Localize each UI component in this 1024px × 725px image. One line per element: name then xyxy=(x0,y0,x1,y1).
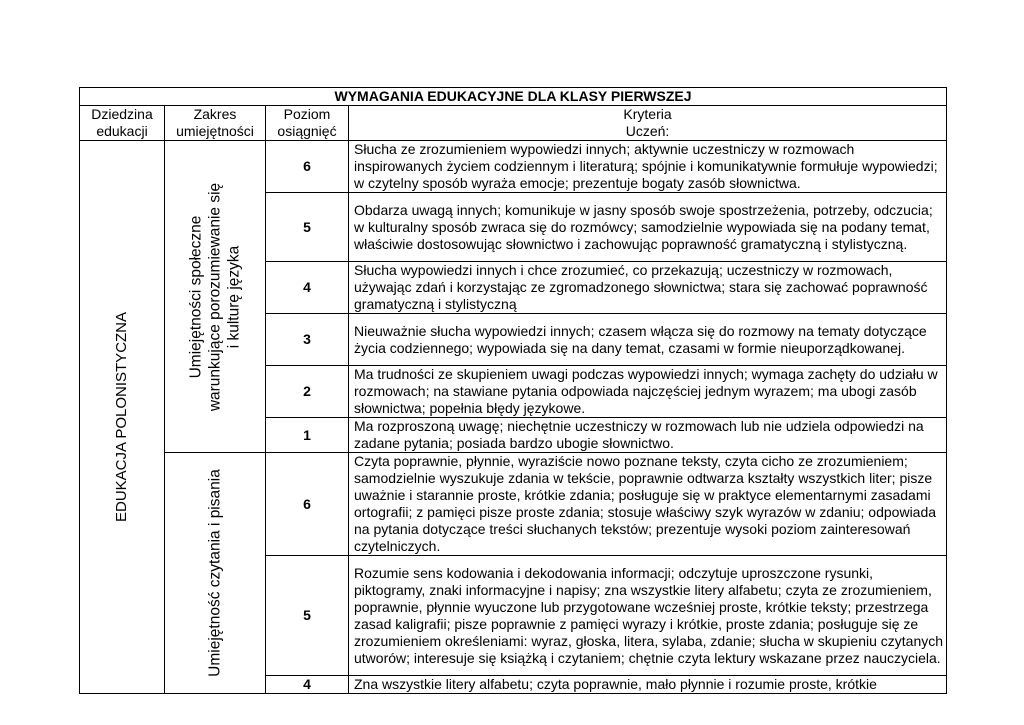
criteria-cell: Słucha ze zrozumieniem wypowiedzi innych; aktywnie uczestniczy w rozmowach inspirowanych życiem codziennym i literaturą; spójnie i komunikatywnie formułuje wypowiedzi; w czytelny sposób wyraża emocje; prezentuje bogaty zasób słownictwa. xyxy=(349,141,947,193)
header-domain-line2: edukacji xyxy=(96,123,148,139)
criteria-cell: Ma trudności ze skupieniem uwagi podczas wypowiedzi innych; wymaga zachęty do udziału w rozmowach; na stawiane pytania odpowiada najczęściej jednym wyrazem; ma ubogi zasób słownictwa; popełnia błędy językowe. xyxy=(349,366,947,418)
scope-1-line3: i kulturę języka xyxy=(225,245,243,348)
scope-1-line2: warunkujące porozumiewanie się xyxy=(206,182,224,411)
level-cell: 3 xyxy=(266,314,349,366)
domain-label: EDUKACJA POLONISTYCZNA xyxy=(113,311,130,523)
criteria-cell: Ma rozproszoną uwagę; niechętnie uczestniczy w rozmowach lub nie udziela odpowiedzi na zadane pytania; posiada bardzo ubogie słownictwo. xyxy=(349,418,947,453)
scope-label-1 xyxy=(187,182,244,410)
level-cell: 2 xyxy=(266,366,349,418)
level-cell: 6 xyxy=(266,453,349,556)
table-row xyxy=(80,141,947,193)
criteria-cell: Zna wszystkie litery alfabetu; czyta poprawnie, mało płynnie i rozumie proste, krótkie xyxy=(349,676,947,694)
header-criteria-line1: Kryteria xyxy=(623,106,672,122)
header-domain-line1: Dziedzina xyxy=(91,106,153,122)
level-cell: 4 xyxy=(266,262,349,314)
criteria-cell: Rozumie sens kodowania i dekodowania informacji; odczytuje uproszczone rysunki, piktogramy, znaki informacyjne i napisy; zna wszystkie litery alfabetu; czyta ze zrozumieniem, poprawnie, płynnie wyuczone lub przygotowane wcześniej proste, krótkie teksty; przestrzega zasad kaligrafii; pisze poprawnie z pamięci wyrazy i krótkie, proste zdania; posługuje się ze zrozumieniem określeniami: wyraz, głoska, litera, sylaba, zdanie; słucha w skupieniu czytanych utworów; interesuje się książką i czytaniem; chętnie czyta lektury wskazane przez nauczyciela. xyxy=(349,556,947,676)
table-title: WYMAGANIA EDUKACYJNE DLA KLASY PIERWSZEJ xyxy=(80,88,947,106)
domain-cell xyxy=(80,141,165,694)
header-criteria xyxy=(349,106,947,141)
level-cell: 5 xyxy=(266,556,349,676)
criteria-cell: Słucha wypowiedzi innych i chce zrozumieć, co przekazują; uczestniczy w rozmowach, używając zdań i korzystając ze zgromadzonego słownictwa; stara się zachować poprawność gramatyczną i stylistyczną xyxy=(349,262,947,314)
header-scope-line2: umiejętności xyxy=(176,123,254,139)
header-level-line1: Poziom xyxy=(283,106,331,122)
scope-1-line1: Umiejętności społeczne xyxy=(187,215,205,378)
header-level xyxy=(266,106,349,141)
scope-cell-2 xyxy=(165,453,266,694)
level-cell: 6 xyxy=(266,141,349,193)
level-cell: 5 xyxy=(266,193,349,262)
header-criteria-line2: Uczeń: xyxy=(625,123,670,139)
header-level-line2: osiągnięć xyxy=(277,123,337,139)
header-scope xyxy=(165,106,266,141)
table-row xyxy=(80,453,947,556)
criteria-cell: Obdarza uwagą innych; komunikuje w jasny sposób swoje spostrzeżenia, potrzeby, odczucia; w kulturalny sposób zwraca się do rozmówcy; samodzielnie wypowiada się na podany temat, właściwie dostosowując słownictwo i zachowując poprawność gramatyczną i stylistyczną. xyxy=(349,193,947,262)
header-scope-line1: Zakres xyxy=(193,106,237,122)
level-cell: 1 xyxy=(266,418,349,453)
criteria-cell: Nieuważnie słucha wypowiedzi innych; czasem włącza się do rozmowy na tematy dotyczące życia codziennego; wypowiada się na dany temat, czasami w formie nieuporządkowanej. xyxy=(349,314,947,366)
level-cell: 4 xyxy=(266,676,349,694)
scope-cell-1 xyxy=(165,141,266,453)
criteria-cell: Czyta poprawnie, płynnie, wyraziście nowo poznane teksty, czyta cicho ze zrozumieniem; samodzielnie wyszukuje zdania w tekście, poprawnie odtwarza kształty wszystkich liter; pisze uważnie i starannie proste, krótkie zdania; posługuje się w praktyce elementarnymi zasadami ortografii; z pamięci pisze proste zdania; stosuje właściwy szyk wyrazów w zdaniu; odpowiada na pytania dotyczące treści słuchanych tekstów; prezentuje wysoki poziom zainteresowań czytelniczych. xyxy=(349,453,947,556)
requirements-table xyxy=(79,87,947,694)
header-domain xyxy=(80,106,165,141)
scope-label-2: Umiejętność czytania i pisania xyxy=(206,469,224,677)
